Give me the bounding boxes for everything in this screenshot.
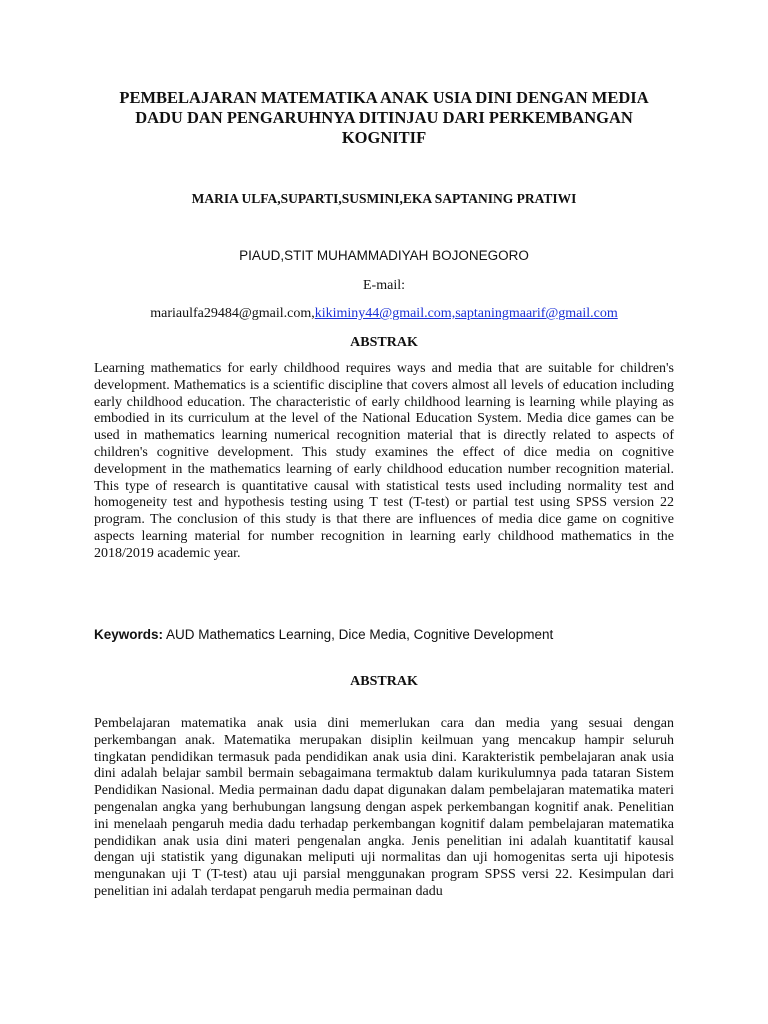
- email-plain: mariaulfa29484@gmail.com,: [150, 306, 315, 321]
- keywords-label: Keywords:: [94, 627, 164, 642]
- author-list: MARIA ULFA,SUPARTI,SUSMINI,EKA SAPTANING PRATIWI: [191, 191, 577, 206]
- paper-title: PEMBELAJARAN MATEMATIKA ANAK USIA DINI DENGAN MEDIA DADU DAN PENGARUHNYA DITINJAU DARI PERKEMBANGAN KOGNITIF: [119, 88, 649, 147]
- abstract-heading-english: ABSTRAK: [350, 335, 418, 350]
- email-line: [60, 305, 708, 323]
- abstract-indonesian: Pembelajaran matematika anak usia dini memerlukan cara dan media yang sesuai dengan perkembangan anak. Matematika merupakan disiplin keilmuan yang mencakup hampir seluruh tingkatan pendidikan termasuk pada pendidikan anak usia dini. Karakteristik pembelajaran anak usia dini adalah belajar sambil bermain sebagaimana termaktub dalam kurikulumnya pada tataran Sistem Pendidikan Nasional. Media permainan dadu dapat digunakan dalam pembelajaran matematika materi pengenalan angka yang berhubungan langsung dengan aspek perkembangan kognitif anak. Penelitian ini menelaah pengaruh media dadu terhadap perkembangan kognitif dalam pembelajaran matematika pendidikan anak usia dini materi pengenalan angka. Jenis penelitian ini adalah kuantitatif kausal dengan uji statistik yang digunakan meliputi uji normalitas dan uji homogenitas serta uji hipotesis mengunakan uji T (T-test) atau uji parsial menggunakan program SPSS versi 22. Kesimpulan dari penelitian ini adalah terdapat pengaruh media permainan dadu: [94, 716, 674, 899]
- email-label: E-mail:: [363, 278, 405, 293]
- keywords-text: AUD Mathematics Learning, Dice Media, Cognitive Development: [163, 627, 554, 642]
- affiliation: PIAUD,STIT MUHAMMADIYAH BOJONEGORO: [239, 248, 529, 263]
- abstract-heading-indonesian: ABSTRAK: [350, 674, 418, 689]
- email-link[interactable]: kikiminy44@gmail.com,saptaningmaarif@gmail.com: [314, 306, 618, 321]
- keywords-line: [94, 626, 674, 644]
- abstract-english: Learning mathematics for early childhood requires ways and media that are suitable for children's development. Mathematics is a scientific discipline that covers almost all levels of education including early childhood education. The characteristic of early childhood learning is learning while playing as embodied in its curriculum at the level of the National Education System. Media dice games can be used in mathematics learning numerical recognition material that is directly related to aspects of children's cognitive development. This study examines the effect of dice media on cognitive development in the mathematics learning of early childhood education number recognition material. This type of research is quantitative causal with statistical tests used including normality test and homogeneity test and hypothesis testing using T test (T-test) or partial test using SPSS version 22 program. The conclusion of this study is that there are influences of media dice game on cognitive aspects learning material for number recognition in learning early childhood mathematics in the 2018/2019 academic year.: [94, 361, 674, 561]
